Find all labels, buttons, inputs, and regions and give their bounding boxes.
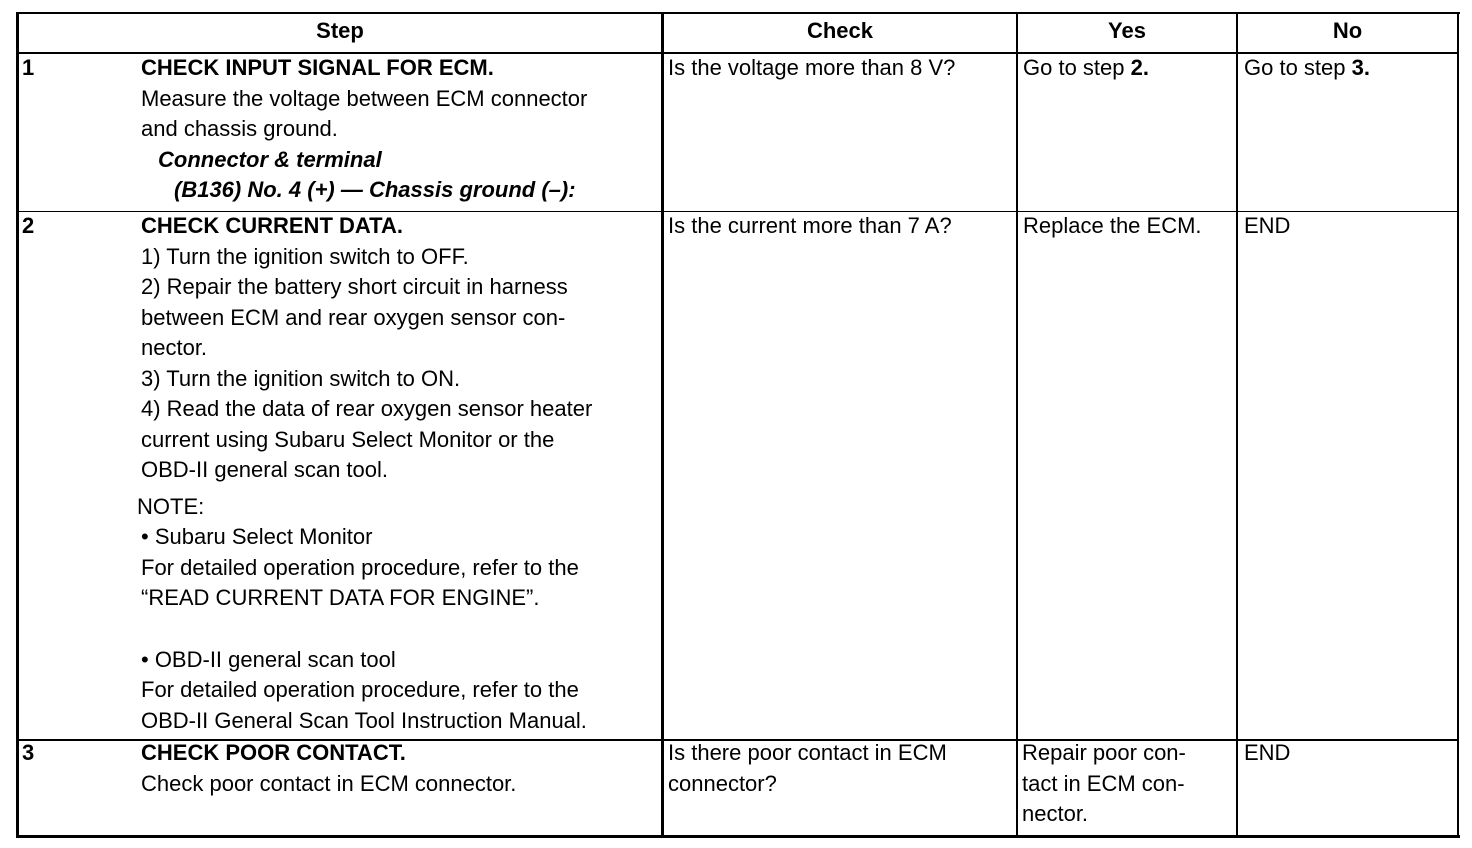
no-step-ref: 3. (1351, 55, 1370, 80)
step-number: 3 (22, 740, 35, 765)
column-divider (1457, 12, 1459, 836)
check-question: Is the current more than 7 A? (668, 213, 952, 238)
step-content (141, 738, 516, 799)
step-line: Measure the voltage between ECM connector (141, 85, 588, 111)
yes-action (1022, 738, 1186, 830)
step-line: 4) Read the data of rear oxygen sensor heater (141, 396, 593, 421)
connector-label: Connector & terminal (158, 146, 382, 172)
step-title: CHECK CURRENT DATA. (141, 213, 403, 238)
step-title: CHECK POOR CONTACT. (141, 740, 406, 765)
step-line: nector. (141, 335, 208, 360)
header-step: Step (316, 18, 364, 43)
no-action: END (1244, 740, 1291, 765)
diagnostic-table (16, 12, 1460, 838)
check-line: connector? (668, 770, 777, 796)
step-line: Check poor contact in ECM connector. (141, 770, 517, 796)
step-line: 2) Repair the battery short circuit in harness (141, 274, 568, 299)
step-line: 1) Turn the ignition switch to OFF. (141, 243, 469, 269)
step-content (141, 53, 587, 206)
step-title: CHECK INPUT SIGNAL FOR ECM. (141, 55, 494, 80)
check-line: Is there poor contact in ECM (668, 740, 947, 765)
note-bullet: • Subaru Select Monitor (141, 524, 373, 549)
step-line: 3) Turn the ignition switch to ON. (141, 365, 461, 391)
step-line: between ECM and rear oxygen sensor con- (141, 304, 566, 330)
note-line: OBD-II General Scan Tool Instruction Manual. (141, 707, 587, 733)
yes-step-ref: 2. (1130, 55, 1149, 80)
no-action: END (1244, 213, 1291, 238)
yes-line: nector. (1022, 801, 1089, 826)
connector-value: (B136) No. 4 (+) — Chassis ground (–): (174, 177, 576, 202)
no-action (1244, 53, 1370, 84)
no-text: Go to step (1244, 55, 1352, 80)
yes-line: Repair poor con- (1022, 740, 1186, 765)
yes-action: Replace the ECM. (1023, 213, 1202, 238)
step-content (137, 211, 593, 736)
column-divider (661, 12, 664, 836)
note-line: For detailed operation procedure, refer to the (141, 677, 579, 702)
step-line: OBD-II general scan tool. (141, 457, 389, 482)
step-line: current using Subaru Select Monitor or the (141, 426, 555, 452)
note-line: For detailed operation procedure, refer to the (141, 554, 579, 580)
check-question: Is the voltage more than 8 V? (668, 55, 956, 80)
note-line: “READ CURRENT DATA FOR ENGINE”. (141, 585, 540, 610)
note-bullet: • OBD-II general scan tool (141, 646, 396, 672)
yes-line: tact in ECM con- (1022, 770, 1185, 796)
yes-action (1023, 53, 1149, 84)
header-check: Check (806, 18, 874, 43)
step-number: 1 (22, 55, 35, 80)
header-no: No (1332, 18, 1363, 43)
note-label: NOTE: (137, 493, 205, 519)
step-line: and chassis ground. (141, 116, 338, 141)
yes-text: Go to step (1023, 55, 1131, 80)
check-question (668, 738, 947, 799)
step-number: 2 (22, 213, 35, 238)
column-divider (1236, 12, 1238, 836)
header-yes: Yes (1108, 18, 1146, 43)
column-divider (1016, 12, 1018, 836)
